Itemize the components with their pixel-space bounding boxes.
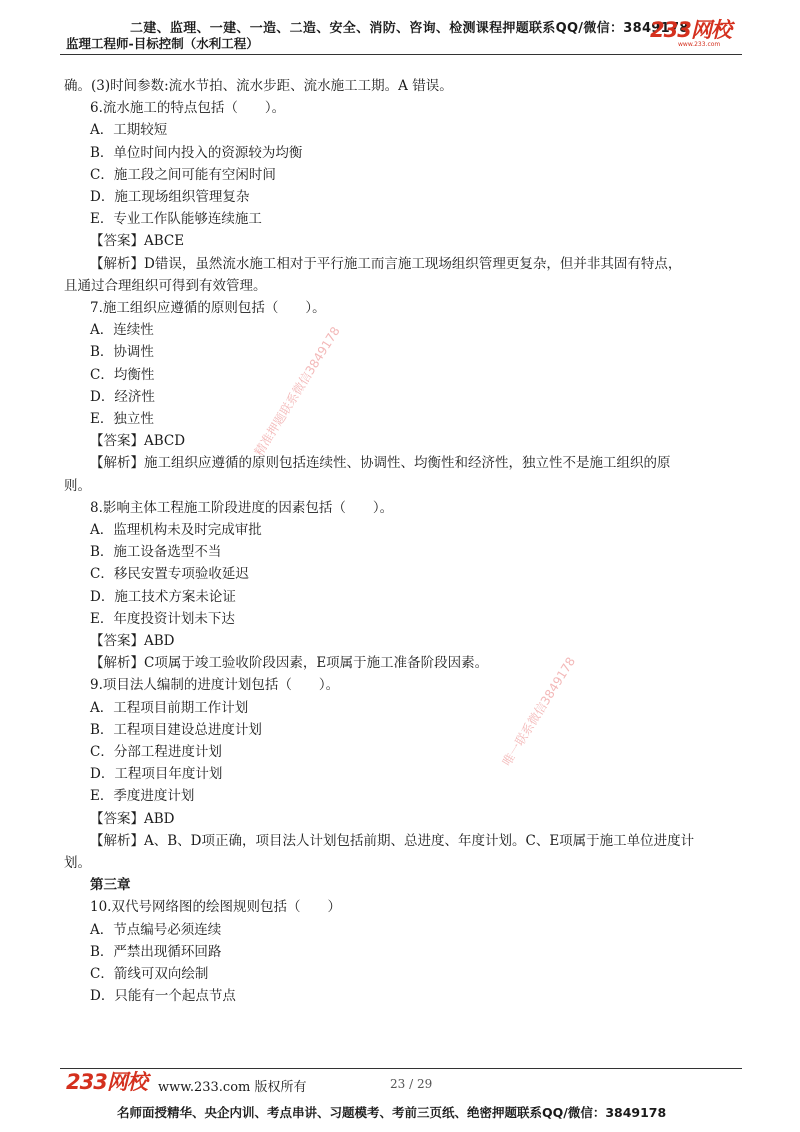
watermark: 唯一联系微信3849178 <box>499 654 579 769</box>
header-promo-line: 二建、监理、一建、一造、二造、安全、消防、咨询、检测课程押题联系QQ/微信：3849178 <box>130 21 689 36</box>
text-line: 6.流水施工的特点包括（ ）。 <box>90 100 286 117</box>
text-line: 【解析】D错误，虽然流水施工相对于平行施工而言施工现场组织管理更复杂，但并非其固有特点， <box>90 255 682 272</box>
text-line: A．工程项目前期工作计划 <box>90 699 249 716</box>
text-line: E．独立性 <box>90 411 154 427</box>
text-line: B．严禁出现循环回路 <box>90 943 222 960</box>
text-line: E．年度投资计划未下达 <box>90 610 235 627</box>
text-line: E．季度进度计划 <box>90 788 195 805</box>
text-line: E．专业工作队能够连续施工 <box>90 211 262 228</box>
text-line: B．施工设备选型不当 <box>90 544 222 561</box>
text-line: 【解析】施工组织应遵循的原则包括连续性、协调性、均衡性和经济性，独立性不是施工组织的原 <box>90 455 671 472</box>
text-line: A．工期较短 <box>90 122 168 139</box>
text-line: 第三章 <box>90 877 131 894</box>
text-line: 10.双代号网络图的绘图规则包括（ ） <box>90 899 341 916</box>
brand-logo-bottom: 233网校 <box>66 1070 147 1094</box>
text-line: 【答案】ABD <box>90 810 175 827</box>
text-line: 且通过合理组织可得到有效管理。 <box>64 277 267 294</box>
text-line: C．移民安置专项验收延迟 <box>90 566 249 583</box>
footer-divider <box>60 1068 742 1069</box>
text-line: 【解析】A、B、D项正确，项目法人计划包括前期、总进度、年度计划。C、E项属于施工单位进度计 <box>90 832 695 849</box>
footer-copyright: www.233.com 版权所有 <box>158 1080 307 1095</box>
text-line: 【答案】ABCD <box>90 433 186 450</box>
text-line: 【解析】C项属于竣工验收阶段因素，E项属于施工准备阶段因素。 <box>90 655 489 672</box>
text-line: D．工程项目年度计划 <box>90 766 223 783</box>
text-line: D．施工技术方案未论证 <box>90 588 236 605</box>
text-line: B．工程项目建设总进度计划 <box>90 721 262 738</box>
text-line: C．分部工程进度计划 <box>90 744 222 760</box>
document-subtitle: 监理工程师-目标控制（水利工程） <box>66 36 259 51</box>
brand-logo-top <box>650 18 731 48</box>
text-line: A．监理机构未及时完成审批 <box>90 522 262 538</box>
text-line: 7.施工组织应遵循的原则包括（ ）。 <box>90 300 326 316</box>
text-line: C．施工段之间可能有空闲时间 <box>90 166 276 183</box>
text-line: A．节点编号必须连续 <box>90 921 222 938</box>
text-line: 【答案】ABCE <box>90 233 185 250</box>
text-line: 划。 <box>64 855 91 871</box>
watermark: 精准押题联系微信3849178 <box>251 324 343 459</box>
text-line: 确。(3)时间参数:流水节拍、流水步距、流水施工工期。A 错误。 <box>64 78 453 94</box>
text-line: D．施工现场组织管理复杂 <box>90 189 250 205</box>
text-line: B．协调性 <box>90 344 154 361</box>
page-number: 23 / 29 <box>390 1077 433 1091</box>
text-line: D．只能有一个起点节点 <box>90 988 236 1005</box>
footer-promo-line: 名师面授精华、央企内训、考点串讲、习题模考、考前三页纸、绝密押题联系QQ/微信：3849178 <box>117 1105 667 1120</box>
text-line: B．单位时间内投入的资源较为均衡 <box>90 144 303 161</box>
text-line: 8.影响主体工程施工阶段进度的因素包括（ ）。 <box>90 499 394 516</box>
text-line: A．连续性 <box>90 322 154 339</box>
text-line: C．箭线可双向绘制 <box>90 966 209 982</box>
text-line: 则。 <box>64 477 91 494</box>
logo-subtext: www.233.com <box>678 41 721 48</box>
header-divider <box>60 54 742 55</box>
logo-text: 233网校 <box>650 18 731 42</box>
text-line: 9.项目法人编制的进度计划包括（ ）。 <box>90 677 340 694</box>
text-line: C．均衡性 <box>90 366 155 383</box>
text-line: 【答案】ABD <box>90 633 175 649</box>
text-line: D．经济性 <box>90 388 155 405</box>
